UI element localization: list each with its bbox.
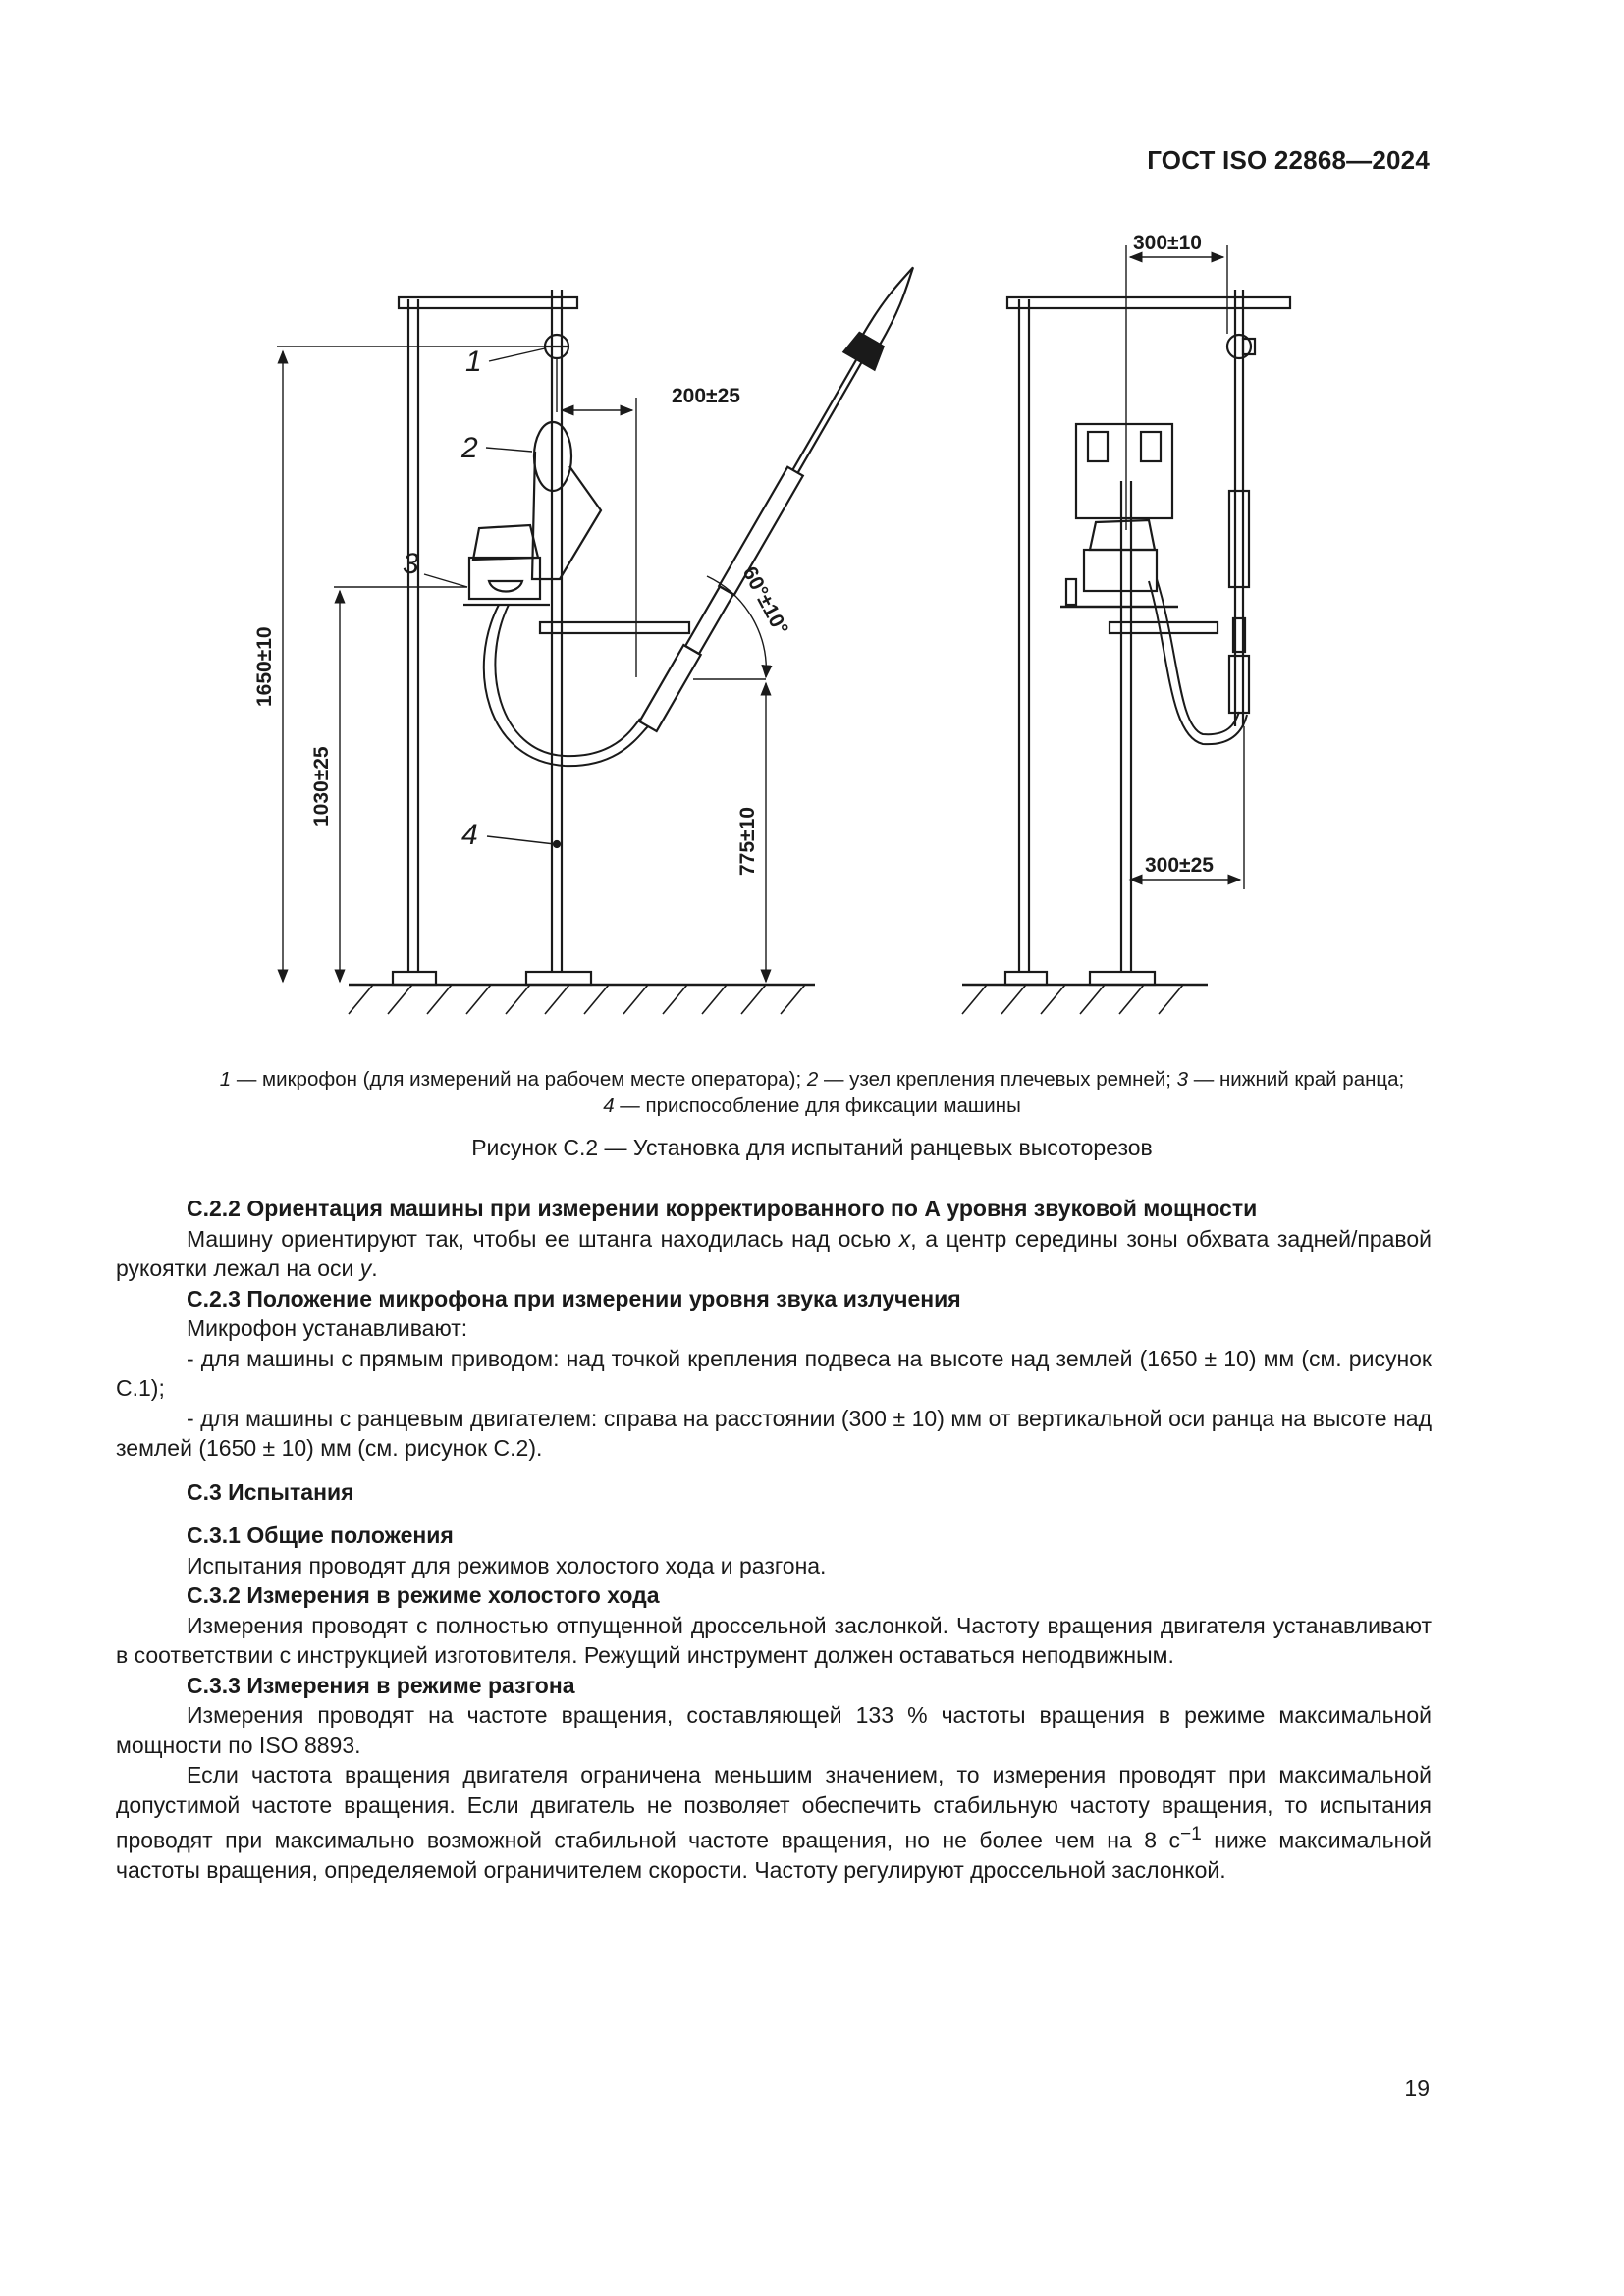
dim-1650: 1650±10 (253, 626, 276, 707)
legend-text-3: — нижний край ранца; (1188, 1068, 1405, 1091)
body-text (116, 1194, 1432, 1886)
dim-1030: 1030±25 (310, 746, 333, 827)
test-setup-drawing (236, 216, 1335, 1031)
callout-4: 4 (461, 819, 478, 851)
heading-c31: С.3.1 Общие положения (187, 1522, 454, 1548)
dim-angle: 60°±10° (737, 562, 793, 639)
legend-text-1: — микрофон (для измерений на рабочем месте оператора); (231, 1068, 807, 1091)
heading-c33: С.3.3 Измерения в режиме разгона (187, 1672, 575, 1698)
dim-775: 775±10 (736, 807, 759, 876)
callout-1: 1 (465, 346, 482, 378)
heading-c32: С.3.2 Измерения в режиме холостого хода (187, 1582, 660, 1608)
legend-num-1: 1 (219, 1068, 232, 1091)
dim-300-bottom: 300±25 (1145, 854, 1214, 877)
callout-3: 3 (403, 548, 419, 580)
figure-caption: Рисунок С.2 — Установка для испытаний ранцевых высоторезов (471, 1135, 1153, 1160)
paragraph-general: Испытания проводят для режимов холостого хода и разгона. (187, 1552, 827, 1578)
legend-text-2: — узел крепления плечевых ремней; (818, 1068, 1177, 1091)
legend-text-4: — приспособление для фиксации машины (614, 1095, 1021, 1117)
paragraph-direct-drive: - для машины с прямым приводом: над точкой крепления подвеса на высоте над землей (1650 ± 10) мм (см. рисунок С.1); (116, 1345, 1432, 1401)
paragraph-idle: Измерения проводят с полностью отпущенной дроссельной заслонкой. Частоту вращения двигателя устанавливают в соответствии с инструкцией изготовителя. Режущий инструмент должен оставаться неподвижным. (116, 1612, 1432, 1668)
legend-num-2: 2 (806, 1068, 819, 1091)
figure-legend (118, 1066, 1506, 1119)
paragraph-backpack: - для машины с ранцевым двигателем: справа на расстоянии (300 ± 10) мм от вертикальной оси ранца на высоте над землей (1650 ± 10) мм (см. рисунок С.2). (116, 1405, 1432, 1461)
paragraph-orientation: Машину ориентируют так, чтобы ее штанга находилась над осью x, а центр середины зоны обхвата задней/правой рукоятки лежал на оси y. (116, 1225, 1432, 1281)
page-number: 19 (1404, 2075, 1430, 2101)
legend-num-3: 3 (1176, 1068, 1189, 1091)
paragraph-mic-install: Микрофон устанавливают: (187, 1315, 468, 1341)
standard-header: ГОСТ ISO 22868—2024 (1147, 145, 1430, 175)
heading-c23: С.2.3 Положение микрофона при измерении уровня звука излучения (187, 1285, 961, 1311)
paragraph-limited-speed: Если частота вращения двигателя ограничена меньшим значением, то измерения проводят при максимальной допустимой частоте вращения. Если двигатель не позволяет обеспечить стабильную частоту вращения, то испытания проводят при максимально возможной стабильной частоте вращения, но не более чем на 8 $с^{-1}$ ниже максимальной частоты вращения, определяемой ограничителем скорости. Частоту регулируют дроссельной заслонкой. (116, 1762, 1432, 1884)
callout-2: 2 (461, 432, 478, 464)
paragraph-racing: Измерения проводят на частоте вращения, составляющей 133 % частоты вращения в режиме максимальной мощности по ISO 8893. (116, 1702, 1432, 1758)
heading-c22: С.2.2 Ориентация машины при измерении корректированного по А уровня звуковой мощности (187, 1196, 1258, 1221)
dim-300-top: 300±10 (1133, 232, 1202, 254)
heading-c3: С.3 Испытания (187, 1478, 354, 1505)
figure-c2 (236, 216, 1335, 1031)
dim-200: 200±25 (672, 385, 740, 407)
legend-num-4: 4 (603, 1095, 615, 1117)
